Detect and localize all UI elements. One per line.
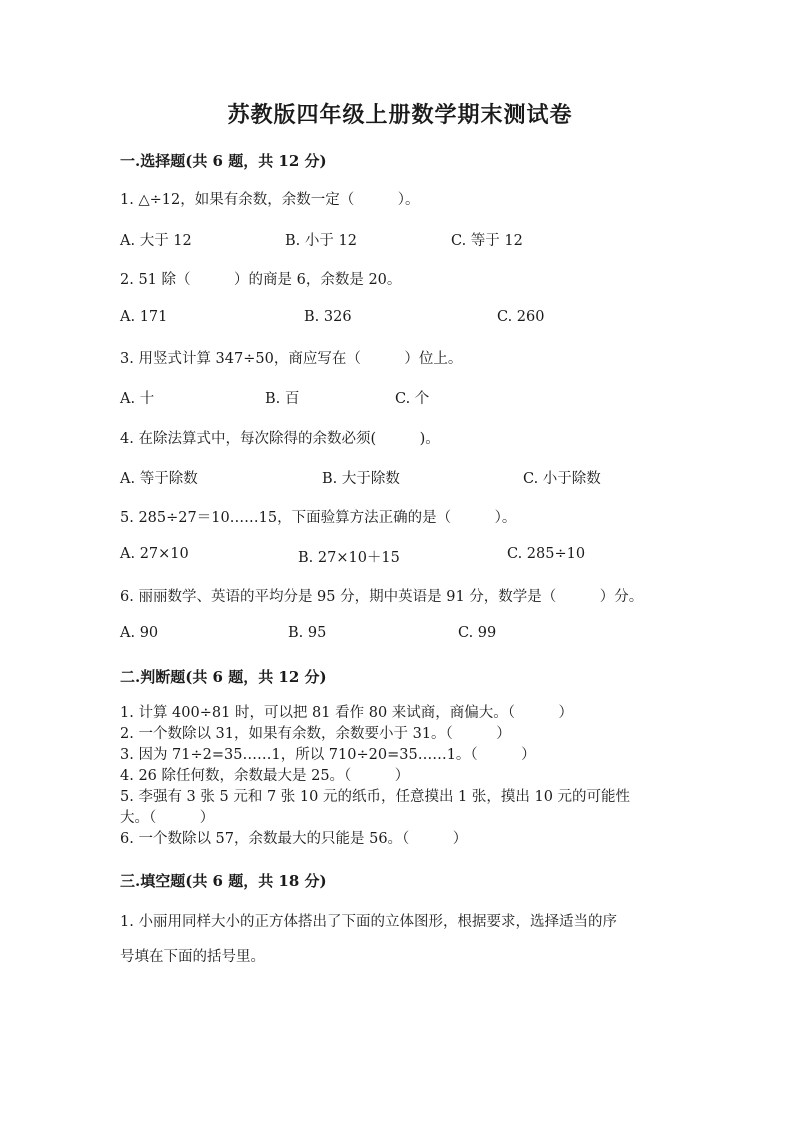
option-c: C. 285÷10 bbox=[507, 546, 586, 562]
option-b: B. 326 bbox=[304, 309, 352, 325]
option-a: A. 90 bbox=[120, 625, 159, 641]
question-text: 4. 在除法算式中，每次除得的余数必须( )。 bbox=[120, 431, 440, 447]
option-a: A. 十 bbox=[120, 391, 155, 407]
judgement-item: 2. 一个数除以 31，如果有余数，余数要小于 31。（ ） bbox=[120, 726, 511, 742]
section-heading-judgement: 二.判断题(共 6 题，共 12 分) bbox=[120, 668, 327, 686]
option-a: A. 等于除数 bbox=[120, 471, 198, 487]
option-a: A. 大于 12 bbox=[120, 233, 192, 249]
page-title: 苏教版四年级上册数学期末测试卷 bbox=[227, 102, 573, 128]
question-text: 3. 用竖式计算 347÷50，商应写在（ ）位上。 bbox=[120, 351, 463, 367]
option-a: A. 171 bbox=[120, 309, 168, 325]
option-a: A. 27×10 bbox=[120, 546, 189, 562]
option-b: B. 小于 12 bbox=[285, 233, 357, 249]
option-c: C. 等于 12 bbox=[451, 233, 523, 249]
question-text: 2. 51 除（ ）的商是 6，余数是 20。 bbox=[120, 272, 402, 288]
option-b: B. 大于除数 bbox=[322, 471, 400, 487]
question-text: 6. 丽丽数学、英语的平均分是 95 分，期中英语是 91 分，数学是（ ）分。 bbox=[120, 589, 644, 605]
option-b: B. 27×10＋15 bbox=[298, 550, 400, 566]
option-c: C. 260 bbox=[497, 309, 545, 325]
judgement-item: 6. 一个数除以 57，余数最大的只能是 56。（ ） bbox=[120, 831, 468, 847]
option-c: C. 小于除数 bbox=[523, 471, 601, 487]
option-c: C. 个 bbox=[395, 391, 430, 407]
question-text: 5. 285÷27＝10……15，下面验算方法正确的是（ ）。 bbox=[120, 510, 517, 526]
section-heading-fill-in: 三.填空题(共 6 题，共 18 分) bbox=[120, 872, 327, 890]
option-b: B. 95 bbox=[288, 625, 327, 641]
option-c: C. 99 bbox=[458, 625, 497, 641]
option-b: B. 百 bbox=[265, 391, 300, 407]
judgement-item: 4. 26 除任何数，余数最大是 25。（ ） bbox=[120, 768, 410, 784]
judgement-item: 5. 李强有 3 张 5 元和 7 张 10 元的纸币，任意摸出 1 张，摸出 10 元的可能性 bbox=[120, 789, 631, 805]
question-text: 1. △÷12，如果有余数，余数一定（ ）。 bbox=[120, 192, 420, 208]
fill-in-question-continued: 号填在下面的括号里。 bbox=[120, 949, 265, 965]
section-heading-choice: 一.选择题(共 6 题，共 12 分) bbox=[120, 152, 327, 170]
fill-in-question: 1. 小丽用同样大小的正方体搭出了下面的立体图形，根据要求，选择适当的序 bbox=[120, 914, 617, 930]
judgement-item: 3. 因为 71÷2=35……1，所以 710÷20=35……1。（ ） bbox=[120, 747, 536, 763]
judgement-item-continued: 大。（ ） bbox=[120, 810, 215, 826]
judgement-item: 1. 计算 400÷81 时，可以把 81 看作 80 来试商，商偏大。（ ） bbox=[120, 705, 574, 721]
